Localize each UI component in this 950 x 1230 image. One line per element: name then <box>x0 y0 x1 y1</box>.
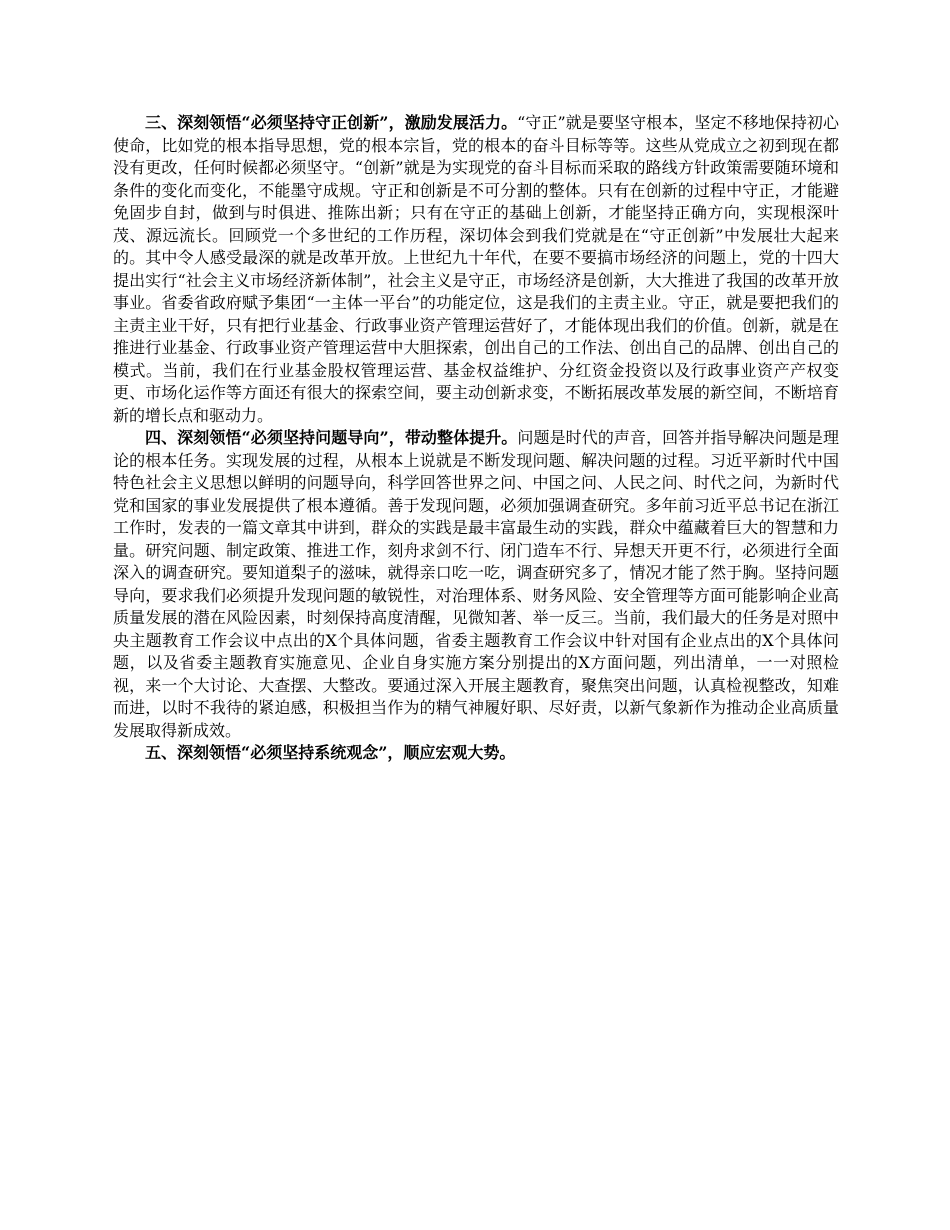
section-four-body: 问题是时代的声音，回答并指导解决问题是理论的根本任务。实现发展的过程，从根本上说就是不断发现问题、解决问题的过程。习近平新时代中国特色社会主义思想以鲜明的问题导向，科学回答世界之问、中国之问、人民之问、时代之问，为新时代党和国家的事业发展提供了根本遵循。善于发现问题，必须加强调查研究。多年前习近平总书记在浙江工作时，发表的一篇文章其中讲到，群众的实践是最丰富最生动的实践，群众中蕴藏着巨大的智慧和力量。研究问题、制定政策、推进工作，刻舟求剑不行、闭门造车不行、异想天开更不行，必须进行全面深入的调查研究。要知道梨子的滋味，就得亲口吃一吃，调查研究多了，情况才能了然于胸。坚持问题导向，要求我们必须提升发现问题的敏锐性，对治理体系、财务风险、安全管理等方面可能影响企业高质量发展的潜在风险因素，时刻保持高度清醒，见微知著、举一反三。当前，我们最大的任务是对照中央主题教育工作会议中点出的X个具体问题，省委主题教育工作会议中针对国有企业点出的X个具体问题，以及省委主题教育实施意见、企业自身实施方案分别提出的X方面问题，列出清单，一一对照检视，来一个大讨论、大查摆、大整改。要通过深入开展主题教育，聚焦突出问题，认真检视整改，知难而进，以时不我待的紧迫感，积极担当作为的精气神履好职、尽好责，以新气象新作为推动企业高质量发展取得新成效。 <box>113 428 839 740</box>
section-five-paragraph <box>113 742 839 765</box>
section-three-heading: 三、深刻领悟“必须坚持守正创新”，激励发展活力。 <box>145 113 518 132</box>
section-four-paragraph <box>113 427 839 742</box>
section-three-body: “守正”就是要坚守根本，坚定不移地保持初心使命，比如党的根本指导思想，党的根本宗旨，党的根本的奋斗目标等等。这些从党成立之初到现在都没有更改，任何时候都必须坚守。“创新”就是为实现党的奋斗目标而采取的路线方针政策需要随环境和条件的变化而变化，不能墨守成规。守正和创新是不可分割的整体。只有在创新的过程中守正，才能避免固步自封，做到与时俱进、推陈出新；只有在守正的基础上创新，才能坚持正确方向，实现根深叶茂、源远流长。回顾党一个多世纪的工作历程，深切体会到我们党就是在“守正创新”中发展壮大起来的。其中令人感受最深的就是改革开放。上世纪九十年代，在要不要搞市场经济的问题上，党的十四大提出实行“社会主义市场经济新体制”，社会主义是守正，市场经济是创新，大大推进了我国的改革开放事业。省委省政府赋予集团“一主体一平台”的功能定位，这是我们的主责主业。守正，就是要把我们的主责主业干好，只有把行业基金、行政事业资产管理运营好了，才能体现出我们的价值。创新，就是在推进行业基金、行政事业资产管理运营中大胆探索，创出自己的工作法、创出自己的品牌、创出自己的模式。当前，我们在行业基金股权管理运营、基金权益维护、分红资金投资以及行政事业资产产权变更、市场化运作等方面还有很大的探索空间，要主动创新求变，不断拓展改革发展的新空间，不断培育新的增长点和驱动力。 <box>113 113 839 425</box>
section-four-heading: 四、深刻领悟“必须坚持问题导向”，带动整体提升。 <box>145 428 518 447</box>
section-five-heading: 五、深刻领悟“必须坚持系统观念”，顺应宏观大势。 <box>145 743 516 762</box>
section-three-paragraph <box>113 112 839 427</box>
document-page <box>113 112 839 765</box>
